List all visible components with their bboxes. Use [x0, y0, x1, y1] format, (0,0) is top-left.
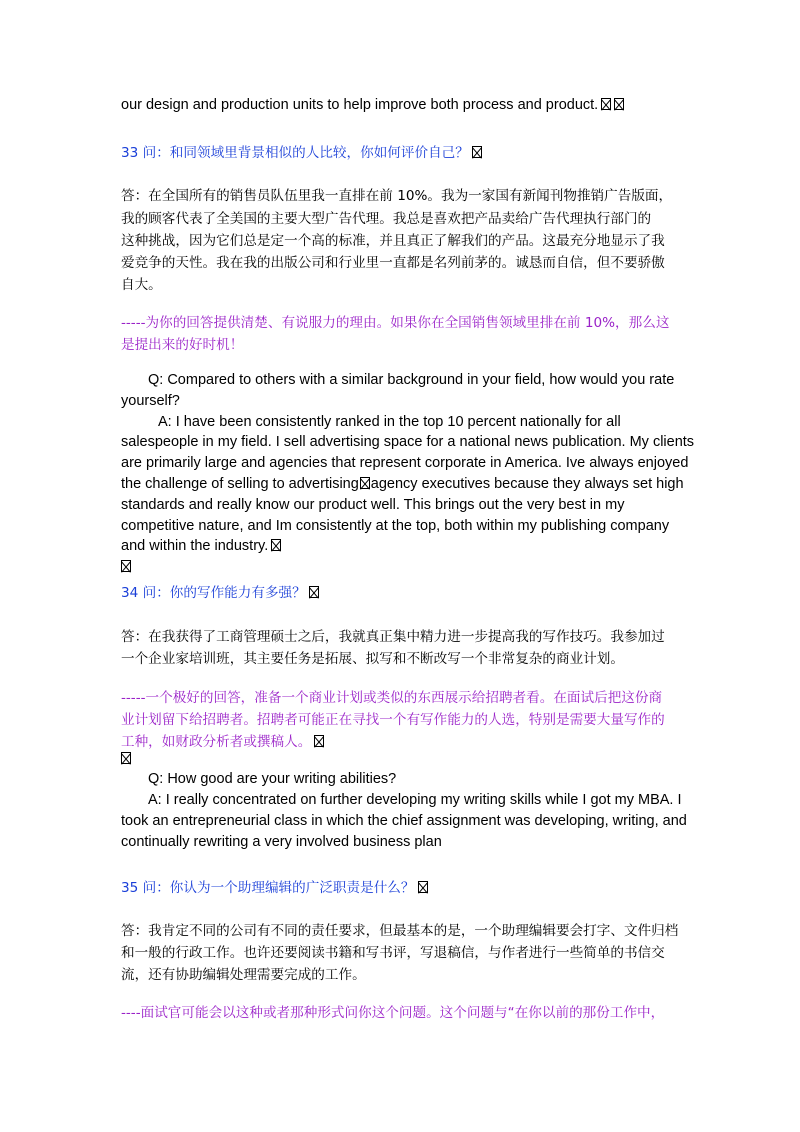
comment-35-line: ----面试官可能会以这种或者那种形式问你这个问题。这个问题与“在你以前的那份工作中，	[121, 1005, 665, 1021]
english-answer-33	[121, 538, 281, 554]
missing-glyph-icon	[121, 560, 131, 572]
text-span: our design and production units to help improve both process and product.	[121, 97, 599, 113]
answer-34-line: 答：在我获得了工商管理硕士之后，我就真正集中精力进一步提高我的写作技巧。我参加过	[121, 629, 665, 645]
english-answer-33: competitive nature, and Im consistently at the top, both within my publishing company	[121, 518, 670, 534]
comment-33-line: 是提出来的好时机！	[121, 337, 244, 353]
english-question-34: Q: How good are your writing abilities?	[148, 771, 397, 787]
answer-35-line: 答：我肯定不同的公司有不同的责任要求，但最基本的是，一个助理编辑要会打字、文件归档	[121, 923, 679, 939]
english-answer-34: A: I really concentrated on further developing my writing skills while I got my MBA. I	[148, 792, 682, 808]
missing-glyph-icon	[418, 881, 428, 893]
answer-33-line: 自大。	[121, 277, 162, 293]
missing-glyph-icon	[472, 146, 482, 158]
answer-34-line: 一个企业家培训班，其主要任务是拓展、拟写和不断改写一个非常复杂的商业计划。	[121, 651, 624, 667]
missing-glyph-icon	[271, 539, 281, 551]
english-answer-33	[121, 476, 684, 492]
missing-glyph-icon	[360, 477, 370, 489]
english-answer-34: continually rewriting a very involved business plan	[121, 834, 442, 850]
english-answer-33: A: I have been consistently ranked in the top 10 percent nationally for all	[158, 414, 621, 430]
missing-glyph-icon	[314, 735, 324, 747]
text-span: and within the industry.	[121, 538, 269, 554]
missing-glyph-icon	[121, 752, 131, 764]
english-answer-34: took an entrepreneurial class in which the chief assignment was developing, writing, and	[121, 813, 687, 829]
text-span: 35 问：你认为一个助理编辑的广泛职责是什么？	[121, 880, 415, 896]
text-span: 33 问：和同领域里背景相似的人比较，你如何评价自己？	[121, 145, 469, 161]
comment-34-line: -----一个极好的回答，准备一个商业计划或类似的东西展示给招聘者看。在面试后把这份商	[121, 690, 663, 706]
answer-35-line: 和一般的行政工作。也许还要阅读书籍和写书评，写退稿信，与作者进行一些简单的书信交	[121, 945, 665, 961]
english-answer-33	[121, 559, 131, 575]
answer-33-line: 我的顾客代表了全美国的主要大型广告代理。我总是喜欢把产品卖给广告代理执行部门的	[121, 211, 652, 227]
text-span: 工种，如财政分析者或撰稿人。	[121, 734, 312, 750]
answer-33-line: 爱竞争的天性。我在我的出版公司和行业里一直都是名列前茅的。诚恳而自信，但不要骄傲	[121, 255, 665, 271]
missing-glyph-icon	[309, 586, 319, 598]
question-34-heading	[121, 581, 319, 601]
answer-35-line: 流，还有协助编辑处理需要完成的工作。	[121, 967, 366, 983]
text-line	[121, 751, 131, 767]
answer-33-line: 答：在全国所有的销售员队伍里我一直排在前 10%。我为一家国有新闻刊物推销广告版面，	[121, 188, 673, 204]
missing-glyph-icon	[614, 98, 624, 110]
question-35-heading	[121, 876, 428, 896]
missing-glyph-icon	[601, 98, 611, 110]
english-answer-33: salespeople in my field. I sell advertising space for a national news publication. My clients	[121, 434, 695, 450]
english-answer-33: standards and really know our product well. This brings out the very best in my	[121, 497, 625, 513]
english-answer-33: are primarily large and agencies that represent corporate in America. Ive always enjoyed	[121, 455, 689, 471]
text-span: 34 问：你的写作能力有多强？	[121, 585, 306, 601]
english-question-33: yourself?	[121, 393, 180, 409]
question-33-heading	[121, 141, 482, 161]
english-question-33: Q: Compared to others with a similar background in your field, how would you rate	[148, 372, 675, 388]
comment-34-line: 业计划留下给招聘者。招聘者可能正在寻找一个有写作能力的人选，特别是需要大量写作的	[121, 712, 665, 728]
text-line	[121, 97, 624, 113]
comment-34-line	[121, 730, 324, 750]
comment-33-line: -----为你的回答提供清楚、有说服力的理由。如果你在全国销售领域里排在前 10%，那么这	[121, 315, 670, 331]
answer-33-line: 这种挑战，因为它们总是定一个高的标准，并且真正了解我们的产品。这最充分地显示了我	[121, 233, 665, 249]
text-span: the challenge of selling to advertising	[121, 476, 359, 492]
text-span: agency executives because they always set high	[370, 476, 684, 492]
